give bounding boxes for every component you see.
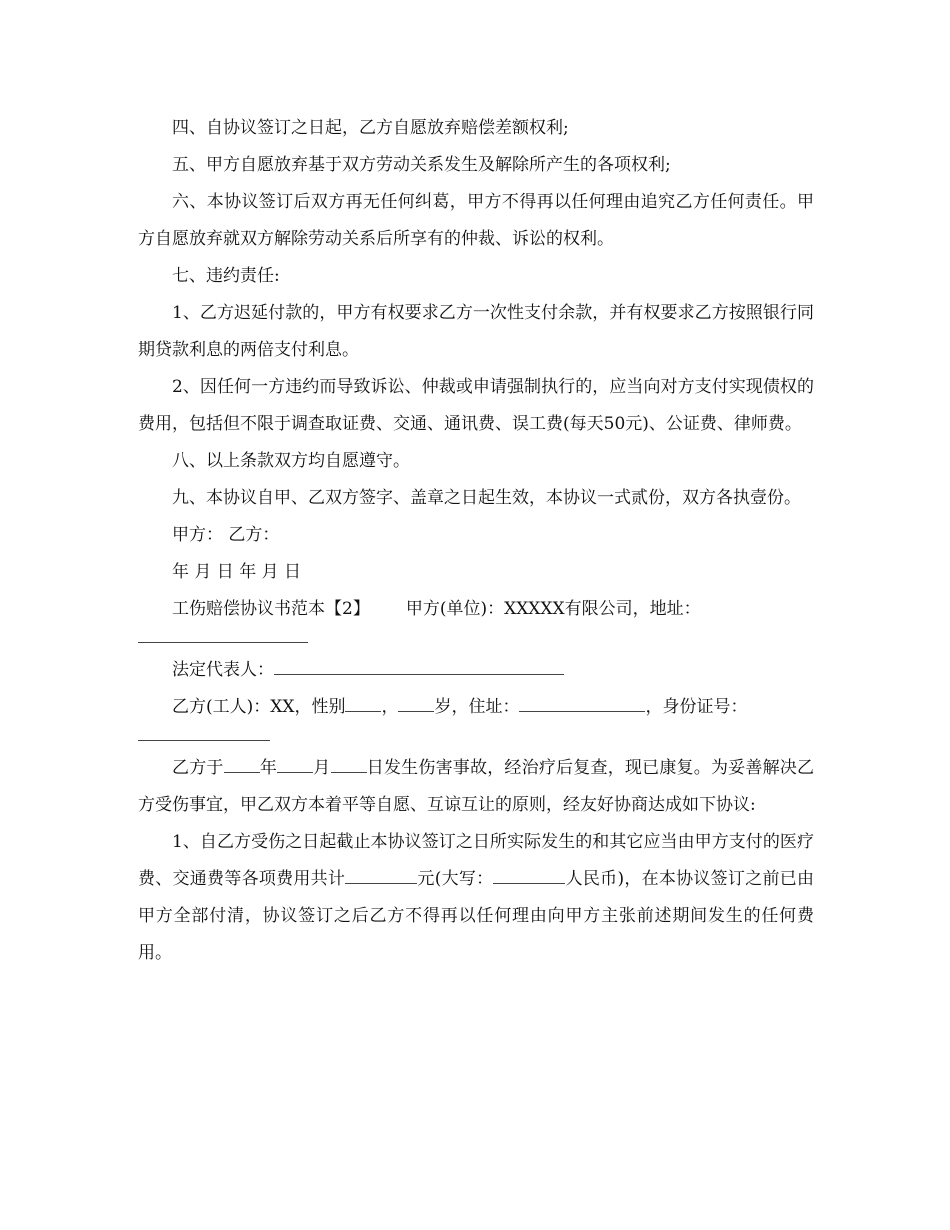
item1-p1: 1、自乙方受伤之日起截止本协议签订之日所实际发生的和其它应当由甲方支付的医疗费、交通费等各项费用共计 [138,832,814,889]
party-b-sep: ， [381,697,399,717]
party-b-prefix: 乙方(工人)：XX，性别 [172,697,346,717]
clause-7-item-1: 1、乙方迟延付款的，甲方有权要求乙方一次性支付余款，并有权要求乙方按照银行同期贷款利息的两倍支付利息。 [138,303,814,360]
id-number-blank [138,726,270,741]
clause-7-heading: 七、违约责任: [172,266,280,286]
clause-5: 五、甲方自愿放弃基于双方劳动关系发生及解除所产生的各项权利; [172,155,671,175]
clause-4: 四、自协议签订之日起，乙方自愿放弃赔偿差额权利; [172,118,569,138]
amount-uppercase-blank [493,865,565,884]
clause-6: 六、本协议签订后双方再无任何纠葛，甲方不得再以任何理由追究乙方任何责任。甲方自愿放弃就双方解除劳动关系后所享有的仲裁、诉讼的权利。 [138,192,814,249]
clause-7-item-2: 2、因任何一方违约而导致诉讼、仲裁或申请强制执行的，应当向对方支付实现债权的费用，包括但不限于调查取证费、交通、通讯费、误工费(每天50元)、公证费、律师费。 [138,377,814,434]
injury-p2: 年 [259,758,278,778]
day-blank [331,754,367,773]
legal-rep-label: 法定代表人： [172,660,274,680]
injury-p1: 乙方于 [172,758,224,778]
month-blank [277,754,313,773]
clause-8: 八、以上条款双方均自愿遵守。 [172,451,410,471]
party-b-id-label: ，身份证号： [645,697,748,717]
second-template-header [138,591,814,628]
item1-p2: 元(大写： [417,869,494,889]
second-template-title: 工伤赔偿协议书范本【2】 [172,599,370,619]
age-blank [398,693,434,712]
clause-9: 九、本协议自甲、乙双方签字、盖章之日起生效，本协议一式贰份，双方各执壹份。 [172,488,801,508]
legal-representative-line [138,652,814,689]
gender-blank [345,693,381,712]
injury-paragraph [138,750,814,824]
address-field-blank [519,693,645,712]
signature-parties: 甲方： 乙方： [172,525,280,545]
document-body [138,110,814,972]
injury-p3: 月 [313,758,331,778]
amount-blank [345,865,417,884]
injury-p4: 日发生伤害事故，经治疗后复查，现已康复。为妥善解决乙方受伤事宜，甲乙双方本着平等自愿、互谅互让的原则，经友好协商达成如下协议: [138,758,815,815]
agreement-item-1 [138,824,814,972]
address-blank [138,628,308,643]
party-b-age-suffix: 岁，住址： [434,697,520,717]
signature-dates: 年 月 日 年 月 日 [172,562,302,582]
party-b-line [138,689,814,726]
item1-p3: 人民币)，在本协议签订之前已由甲方全部付清，协议签订之后乙方不得再以任何理由向甲方主张前述期间发生的任何费用。 [138,869,814,963]
year-blank [224,754,260,773]
legal-rep-blank [274,656,564,675]
party-a-line: 甲方(单位)：XXXXX有限公司，地址： [405,599,701,619]
